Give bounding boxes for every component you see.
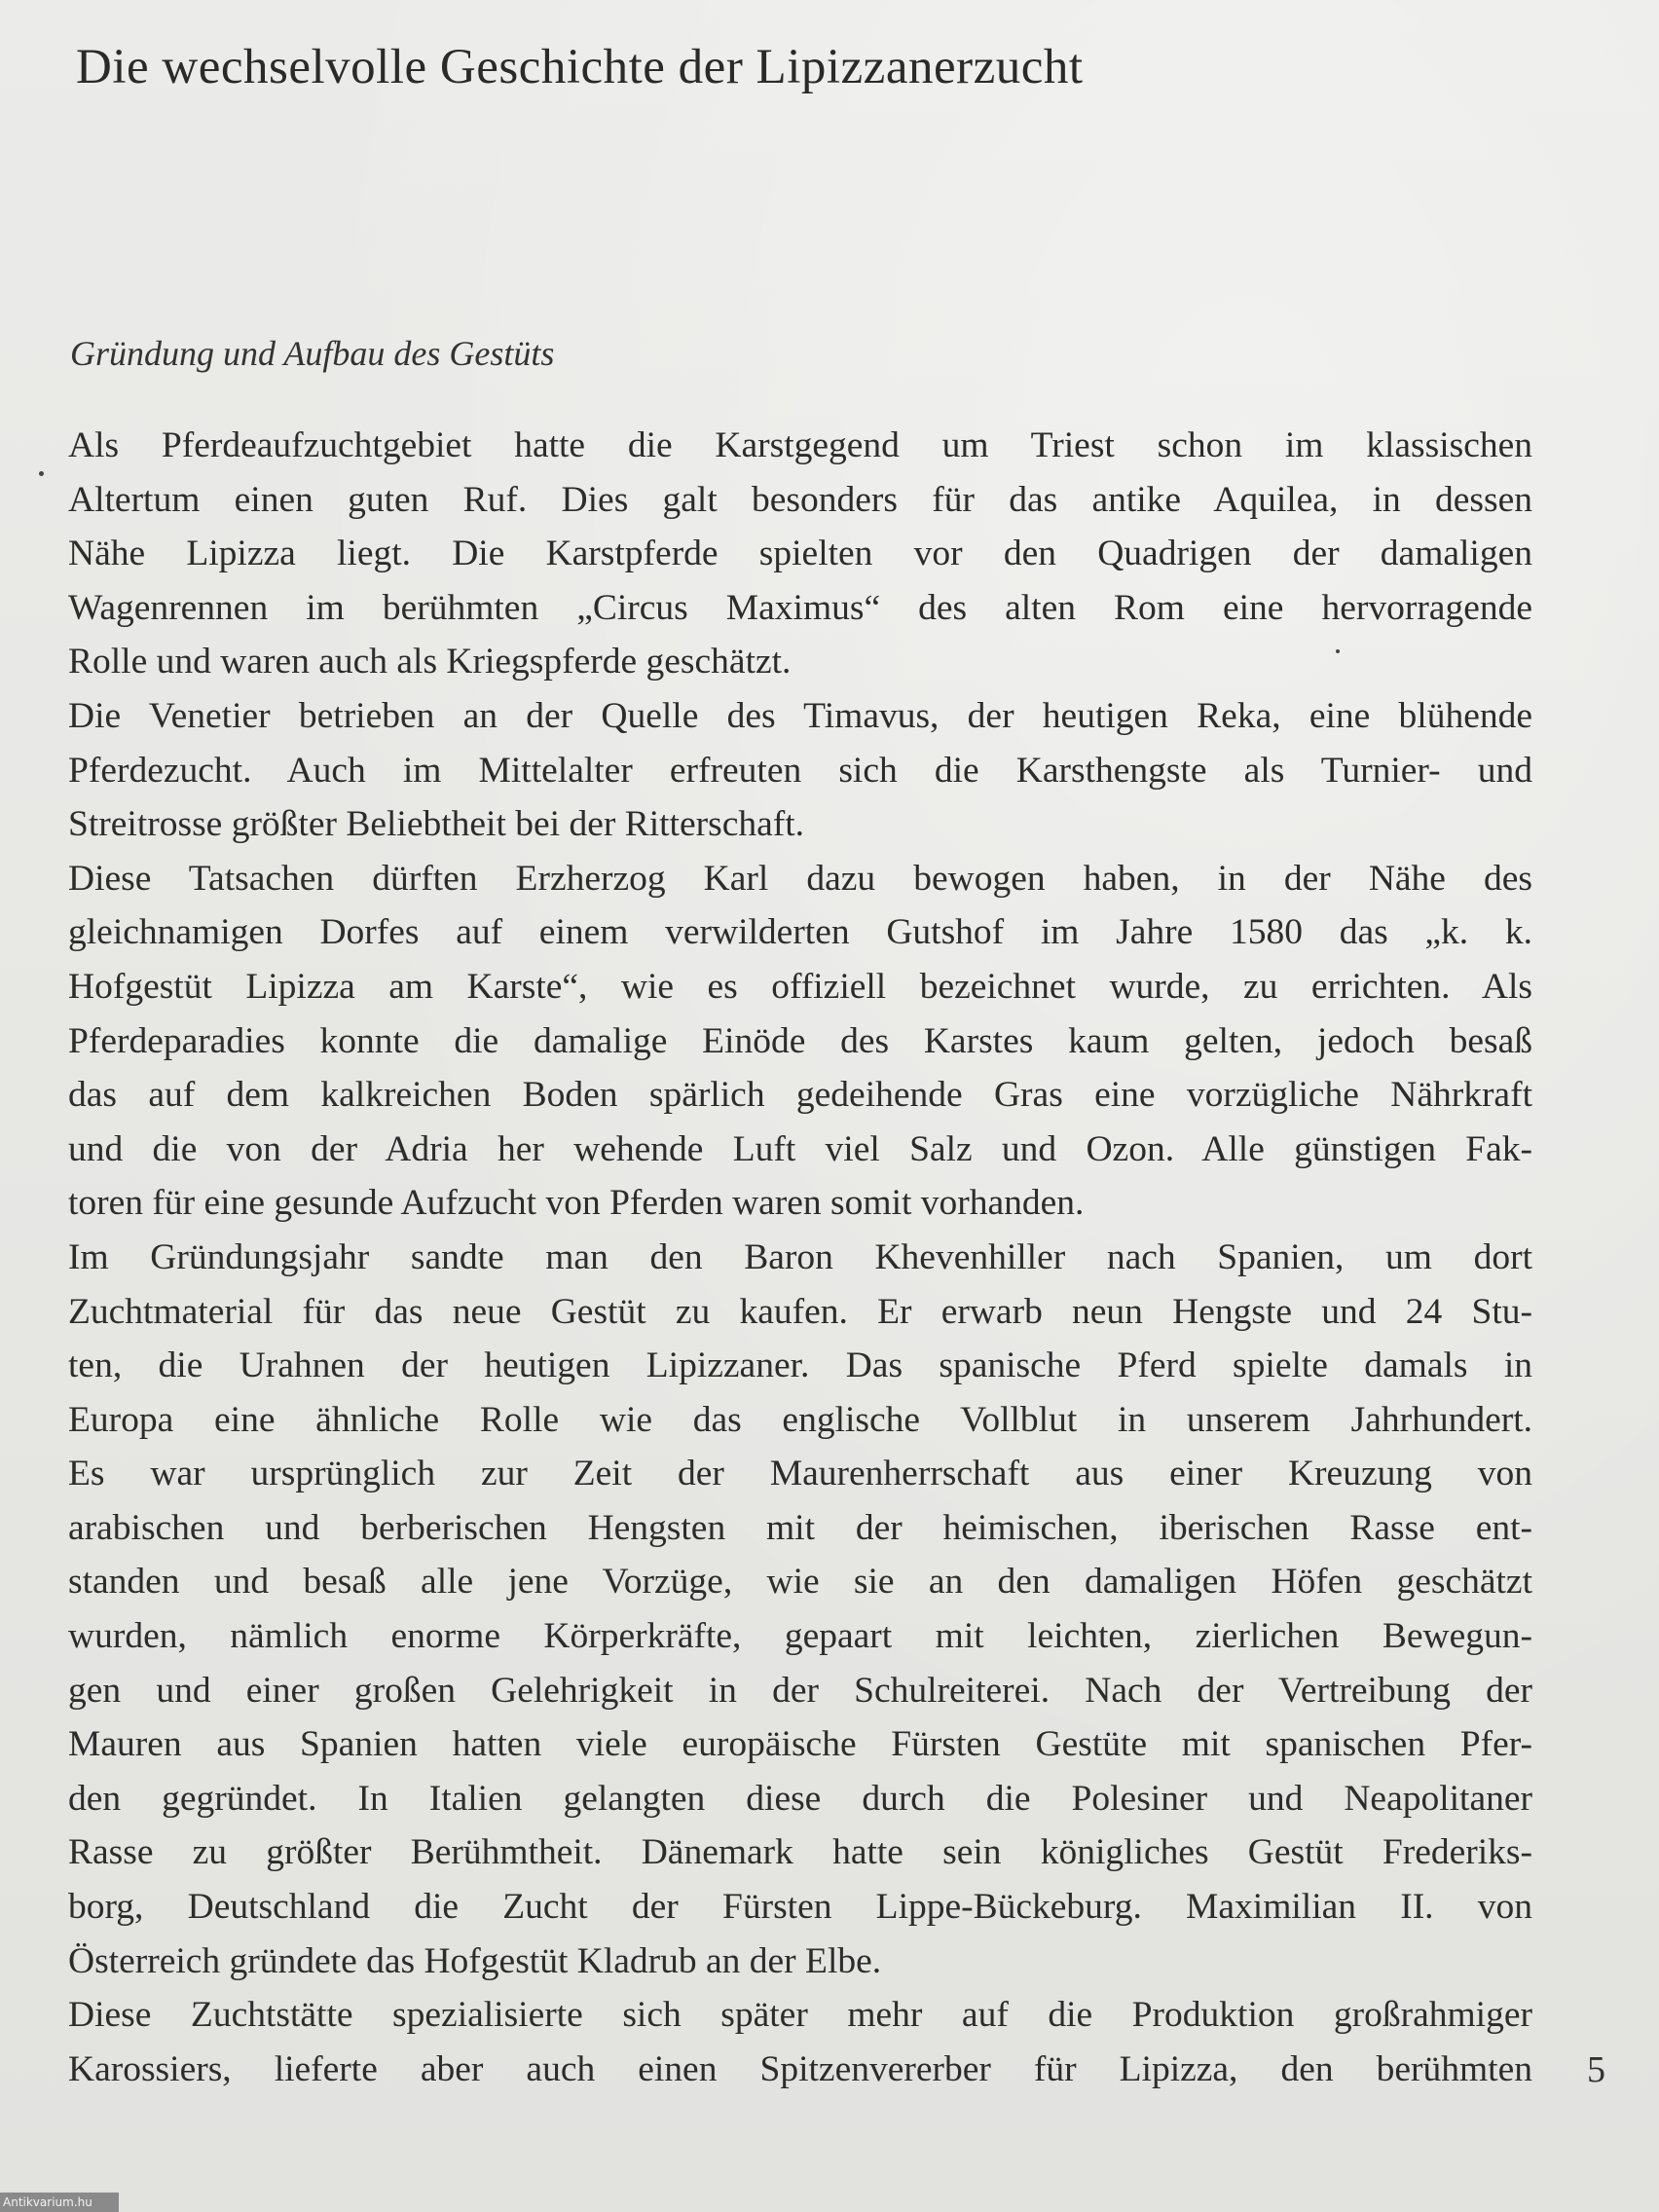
text-line: Im Gründungsjahr sandte man den Baron Khevenhiller nach Spanien, um dort <box>68 1236 1532 1277</box>
text-line: Österreich gründete das Hofgestüt Kladrub an der Elbe. <box>68 1940 882 1981</box>
text-line: toren für eine gesunde Aufzucht von Pferden waren somit vorhanden. <box>68 1183 1085 1224</box>
text-line: ten, die Urahnen der heutigen Lipizzaner. Das spanische Pferd spielte damals in <box>68 1346 1532 1386</box>
page-number: 5 <box>1587 2049 1605 2090</box>
speck-mark <box>1336 649 1340 653</box>
text-line: Karossiers, lieferte aber auch einen Spitzenvererber für Lipizza, den berühmten <box>68 2048 1532 2089</box>
text-line: Wagenrennen im berühmten „Circus Maximus“ des alten Rom eine hervorragende <box>68 587 1532 628</box>
text-line: wurden, nämlich enorme Körperkräfte, gepaart mit leichten, zierlichen Bewegun- <box>68 1616 1532 1657</box>
text-line: und die von der Adria her wehende Luft viel Salz und Ozon. Alle günstigen Fak- <box>68 1128 1532 1169</box>
text-line: Pferdezucht. Auch im Mittelalter erfreuten sich die Karsthengste als Turnier- und <box>68 750 1532 791</box>
chapter-title: Die wechselvolle Geschichte der Lipizzanerzucht <box>76 40 1084 94</box>
text-line: Diese Zuchtstätte spezialisierte sich später mehr auf die Produktion großrahmiger <box>68 1995 1532 2036</box>
text-line: gen und einer großen Gelehrigkeit in der Schulreiterei. Nach der Vertreibung der <box>68 1670 1532 1711</box>
text-line: das auf dem kalkreichen Boden spärlich gedeihende Gras eine vorzügliche Nährkraft <box>68 1075 1532 1116</box>
text-line: Rasse zu größter Berühmtheit. Dänemark hatte sein königliches Gestüt Frederiks- <box>68 1832 1532 1873</box>
text-line: Es war ursprünglich zur Zeit der Maurenherrschaft aus einer Kreuzung von <box>68 1454 1532 1494</box>
text-line: Hofgestüt Lipizza am Karste“, wie es offiziell bezeichnet wurde, zu errichten. Als <box>68 966 1532 1007</box>
text-line: Nähe Lipizza liegt. Die Karstpferde spielten vor den Quadrigen der damaligen <box>68 534 1532 574</box>
speck-mark <box>39 471 44 476</box>
text-line: standen und besaß alle jene Vorzüge, wie sie an den damaligen Höfen geschätzt <box>68 1562 1532 1603</box>
text-line: Als Pferdeaufzuchtgebiet hatte die Karstgegend um Triest schon im klassischen <box>68 425 1532 465</box>
text-line: borg, Deutschland die Zucht der Fürsten Lippe-Bückeburg. Maximilian II. von <box>68 1887 1532 1928</box>
text-line: Diese Tatsachen dürften Erzherzog Karl dazu bewogen haben, in der Nähe des <box>68 858 1532 899</box>
body-text <box>68 419 1532 2096</box>
section-subtitle: Gründung und Aufbau des Gestüts <box>70 334 555 373</box>
text-line: gleichnamigen Dorfes auf einem verwilderten Gutshof im Jahre 1580 das „k. k. <box>68 912 1532 953</box>
text-line: Zuchtmaterial für das neue Gestüt zu kaufen. Er erwarb neun Hengste und 24 Stu- <box>68 1291 1532 1332</box>
text-line: den gegründet. In Italien gelangten diese durch die Polesiner und Neapolitaner <box>68 1778 1532 1819</box>
text-line: Altertum einen guten Ruf. Dies galt besonders für das antike Aquilea, in dessen <box>68 479 1532 520</box>
text-line: Die Venetier betrieben an der Quelle des Timavus, der heutigen Reka, eine blühende <box>68 695 1532 736</box>
text-line: Europa eine ähnliche Rolle wie das englische Vollblut in unserem Jahrhundert. <box>68 1399 1532 1440</box>
text-line: Rolle und waren auch als Kriegspferde geschätzt. <box>68 642 792 682</box>
text-line: arabischen und berberischen Hengsten mit der heimischen, iberischen Rasse ent- <box>68 1507 1532 1548</box>
text-line: Pferdeparadies konnte die damalige Einöde des Karstes kaum gelten, jedoch besaß <box>68 1020 1532 1061</box>
watermark: Antikvarium.hu <box>0 2193 119 2212</box>
text-line: Streitrosse größter Beliebtheit bei der Ritterschaft. <box>68 804 805 845</box>
text-line: Mauren aus Spanien hatten viele europäische Fürsten Gestüte mit spanischen Pfer- <box>68 1724 1532 1765</box>
